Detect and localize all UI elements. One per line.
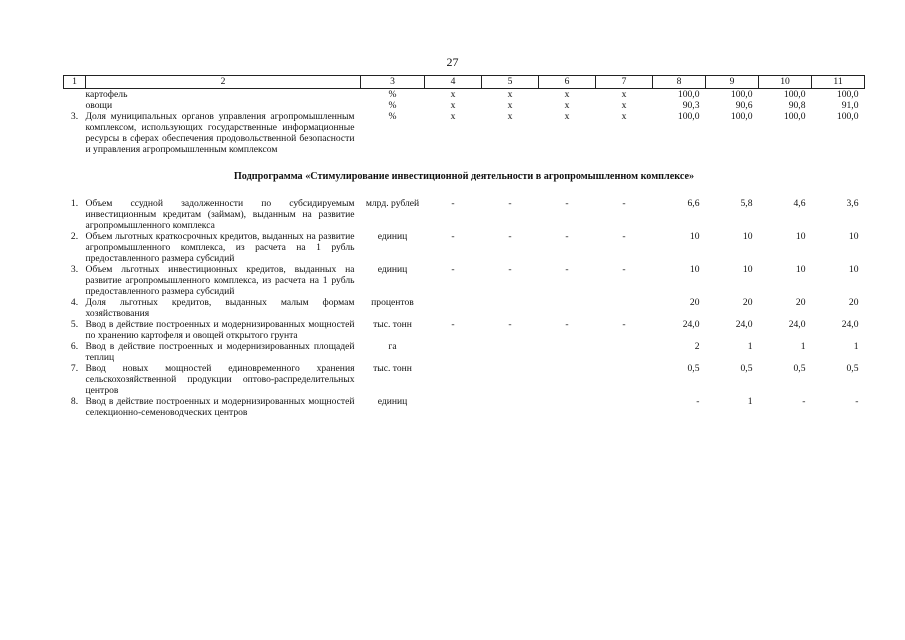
cell-c10: 100,0	[783, 111, 806, 122]
cell-c8: 0,5	[687, 363, 700, 374]
cell-unit: тыс. тонн	[373, 319, 412, 330]
cell-num	[64, 100, 86, 111]
cell-c7: -	[622, 264, 626, 275]
cell-c6	[539, 396, 596, 418]
cell-c4: -	[451, 264, 455, 275]
cell-c9: 0,5	[740, 363, 753, 374]
cell-c8: -	[696, 396, 700, 407]
cell-unit: единиц	[377, 231, 408, 242]
cell-num: 4.	[70, 297, 79, 308]
cell-c11: -	[855, 396, 859, 407]
cell-text: Доля муниципальных органов управления агропромышленным комплексом, использующих государственные информационные ресурсы в сферах обеспечения продовольственной безопасности и управления агропромышленным комплексом	[85, 111, 355, 155]
cell-c9: 24,0	[735, 319, 753, 330]
cell-c10: 1	[800, 341, 806, 352]
table-row	[64, 231, 865, 264]
cell-c5	[482, 341, 539, 363]
cell-c9: 1	[747, 341, 753, 352]
table-row	[64, 111, 865, 155]
cell-c7	[596, 363, 653, 396]
table-row	[64, 319, 865, 341]
cell-unit: единиц	[377, 396, 408, 407]
cell-c9: 10	[742, 264, 753, 275]
cell-c11: 10	[848, 231, 859, 242]
cell-c5: -	[508, 231, 512, 242]
cell-c10: 90,8	[788, 100, 806, 111]
cell-c10: 100,0	[783, 89, 806, 100]
cell-c4	[425, 396, 482, 418]
table-row	[64, 396, 865, 418]
cell-text: Ввод в действие построенных и модернизированных мощностей селекционно-семеноводческих центров	[85, 396, 355, 418]
cell-text: овощи	[85, 100, 113, 111]
cell-c11: 1	[853, 341, 859, 352]
cell-c5	[482, 363, 539, 396]
cell-c7: х	[621, 111, 627, 122]
cell-c9: 100,0	[730, 89, 753, 100]
cell-c7: -	[622, 231, 626, 242]
header-col: 6	[539, 76, 596, 89]
cell-c6	[539, 363, 596, 396]
cell-c7: х	[621, 89, 627, 100]
cell-c8: 100,0	[677, 89, 700, 100]
cell-c9: 5,8	[740, 198, 753, 209]
table-row	[64, 297, 865, 319]
table-row	[64, 341, 865, 363]
cell-c4: х	[450, 111, 456, 122]
cell-c10: 20	[795, 297, 806, 308]
cell-num: 7.	[70, 363, 79, 374]
cell-c11: 0,5	[846, 363, 859, 374]
cell-c7	[596, 396, 653, 418]
cell-c11: 20	[848, 297, 859, 308]
cell-c5: -	[508, 198, 512, 209]
cell-text: Ввод в действие построенных и модернизированных площадей теплиц	[85, 341, 355, 363]
table-row	[64, 363, 865, 396]
cell-c9: 1	[747, 396, 753, 407]
cell-c11: 100,0	[836, 111, 859, 122]
cell-num	[64, 89, 86, 101]
header-col: 2	[86, 76, 361, 89]
cell-c10: 0,5	[793, 363, 806, 374]
cell-num: 6.	[70, 341, 79, 352]
cell-c9: 90,6	[735, 100, 753, 111]
cell-c9: 100,0	[730, 111, 753, 122]
header-col: 7	[596, 76, 653, 89]
cell-unit: единиц	[377, 264, 408, 275]
cell-c4	[425, 297, 482, 319]
column-number-header	[64, 76, 865, 89]
page-number: 27	[446, 55, 459, 69]
cell-c6: -	[565, 264, 569, 275]
cell-text: Объем ссудной задолженности по субсидируемым инвестиционным кредитам (займам), выданным на развитие агропромышленного комплекса	[85, 198, 355, 231]
cell-c6: х	[564, 89, 570, 100]
cell-num: 3.	[70, 111, 79, 122]
cell-c5	[482, 396, 539, 418]
cell-unit: %	[388, 89, 397, 100]
cell-c10: -	[802, 396, 806, 407]
cell-c8: 10	[689, 264, 700, 275]
cell-c6	[539, 297, 596, 319]
cell-c6: х	[564, 100, 570, 111]
header-col: 1	[64, 76, 86, 89]
section-title: Подпрограмма «Стимулирование инвестиционной деятельности в агропромышленном комплексе»	[233, 171, 695, 182]
cell-unit: %	[388, 100, 397, 111]
cell-c8: 6,6	[687, 198, 700, 209]
cell-text: Ввод новых мощностей единовременного хранения сельскохозяйственной продукции оптово-распределительных центров	[85, 363, 355, 396]
cell-c7: -	[622, 319, 626, 330]
cell-c7: х	[621, 100, 627, 111]
cell-c7: -	[622, 198, 626, 209]
cell-c10: 24,0	[788, 319, 806, 330]
cell-unit: млрд. рублей	[365, 198, 420, 209]
cell-c8: 100,0	[677, 111, 700, 122]
cell-c4: -	[451, 198, 455, 209]
cell-c8: 24,0	[682, 319, 700, 330]
cell-unit: тыс. тонн	[373, 363, 412, 374]
header-col: 10	[759, 76, 812, 89]
cell-text: Объем льготных краткосрочных кредитов, выданных на развитие агропромышленного комплекса, из расчета на 1 рубль предоставленного размера субсидий	[85, 231, 355, 264]
header-col: 9	[706, 76, 759, 89]
header-col: 3	[361, 76, 425, 89]
cell-c10: 10	[795, 264, 806, 275]
indicators-table	[63, 75, 865, 418]
cell-text: Объем льготных инвестиционных кредитов, выданных на развитие агропромышленного комплекса, из расчета на 1 рубль предоставленного размера субсидий	[85, 264, 355, 297]
cell-c6: -	[565, 198, 569, 209]
cell-c4	[425, 341, 482, 363]
cell-c4: х	[450, 100, 456, 111]
cell-num: 2.	[70, 231, 79, 242]
cell-num: 8.	[70, 396, 79, 407]
table-row	[64, 264, 865, 297]
cell-c10: 4,6	[793, 198, 806, 209]
cell-num: 1.	[70, 198, 79, 209]
cell-num: 5.	[70, 319, 79, 330]
cell-c6: -	[565, 231, 569, 242]
cell-c4	[425, 363, 482, 396]
cell-c5: -	[508, 264, 512, 275]
cell-c8: 10	[689, 231, 700, 242]
header-col: 8	[653, 76, 706, 89]
cell-c9: 10	[742, 231, 753, 242]
cell-c5: х	[507, 100, 513, 111]
cell-unit: %	[388, 111, 397, 122]
cell-c5: х	[507, 111, 513, 122]
table-row	[64, 100, 865, 111]
cell-c11: 3,6	[846, 198, 859, 209]
cell-c4: -	[451, 231, 455, 242]
cell-c8: 2	[694, 341, 700, 352]
cell-c7	[596, 341, 653, 363]
cell-c4: х	[450, 89, 456, 100]
section-row	[64, 155, 865, 198]
cell-c5: -	[508, 319, 512, 330]
cell-c11: 100,0	[836, 89, 859, 100]
cell-c5: х	[507, 89, 513, 100]
header-col: 4	[425, 76, 482, 89]
cell-num: 3.	[70, 264, 79, 275]
table-row	[64, 198, 865, 231]
cell-unit: га	[388, 341, 397, 352]
cell-c5	[482, 297, 539, 319]
cell-c6	[539, 341, 596, 363]
cell-c6: х	[564, 111, 570, 122]
cell-c8: 20	[689, 297, 700, 308]
cell-text: картофель	[85, 89, 128, 100]
header-col: 11	[812, 76, 865, 89]
header-col: 5	[482, 76, 539, 89]
cell-text: Доля льготных кредитов, выданных малым формам хозяйствования	[85, 297, 355, 319]
cell-unit: процентов	[371, 297, 414, 308]
cell-c10: 10	[795, 231, 806, 242]
table-row	[64, 89, 865, 101]
cell-c11: 24,0	[841, 319, 859, 330]
cell-c8: 90,3	[682, 100, 700, 111]
cell-c7	[596, 297, 653, 319]
cell-c9: 20	[742, 297, 753, 308]
cell-text: Ввод в действие построенных и модернизированных мощностей по хранению картофеля и овощей открытого грунта	[85, 319, 355, 341]
cell-c11: 91,0	[841, 100, 859, 111]
cell-c6: -	[565, 319, 569, 330]
cell-c4: -	[451, 319, 455, 330]
cell-c11: 10	[848, 264, 859, 275]
